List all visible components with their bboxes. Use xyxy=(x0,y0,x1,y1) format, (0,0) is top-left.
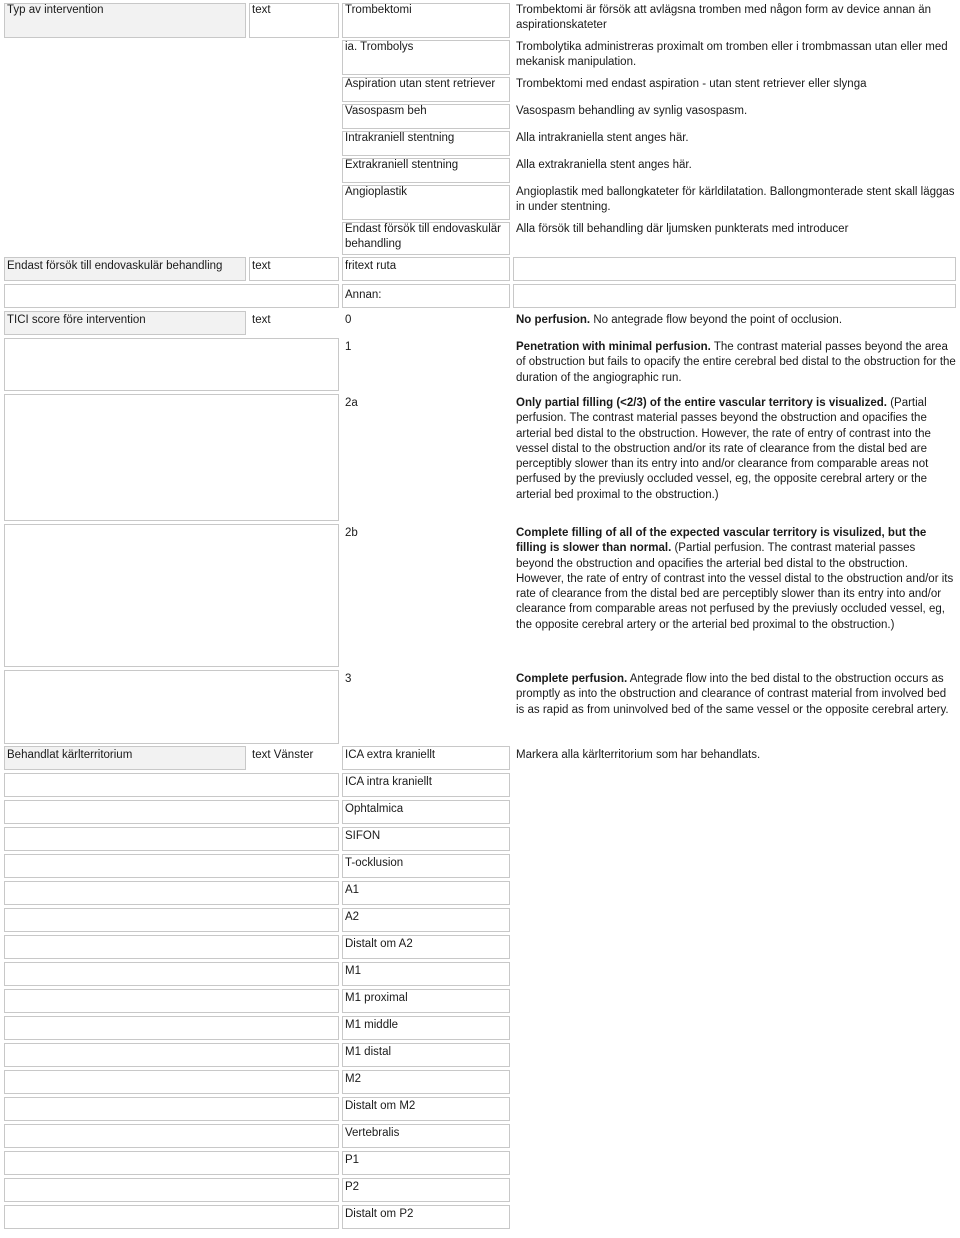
territory-left-cell xyxy=(4,1097,339,1121)
territory-item[interactable]: Distalt om M2 xyxy=(345,1100,416,1112)
territory-item[interactable]: Distalt om A2 xyxy=(345,938,413,950)
intervention-option[interactable]: Angioplastik xyxy=(345,186,408,198)
territory-item-cell xyxy=(342,1178,510,1202)
desc-bold-text: Complete filling of all of the expected vascular territory is visulized, but the filling is slower than normal. xyxy=(516,527,927,555)
territory-item[interactable]: M2 xyxy=(345,1073,361,1085)
territory-label: Behandlat kärlterritorium xyxy=(7,749,133,761)
territory-left-cell xyxy=(4,989,339,1013)
tici-left-cell xyxy=(4,670,339,744)
territory-item[interactable]: P2 xyxy=(345,1181,360,1193)
desc-text: No antegrade flow beyond the point of occlusion. xyxy=(590,314,843,326)
intervention-type: text xyxy=(252,4,271,16)
tici-label: TICI score före intervention xyxy=(7,314,146,326)
territory-item[interactable]: SIFON xyxy=(345,830,381,842)
desc-bold-text: Complete perfusion. xyxy=(516,673,628,685)
endast-label: Endast försök till endovaskulär behandling xyxy=(7,260,223,272)
tici-left-cell xyxy=(4,524,339,667)
territory-left-cell xyxy=(4,1043,339,1067)
territory-item[interactable]: A2 xyxy=(345,911,360,923)
intervention-option-desc xyxy=(516,131,956,146)
territory-item[interactable]: ICA intra kraniellt xyxy=(345,776,432,788)
territory-item-cell xyxy=(342,881,510,905)
tici-type: text xyxy=(252,314,271,326)
intervention-option-desc xyxy=(516,222,956,237)
desc-text: Antegrade flow into the bed distal to the obstruction occurs as promptly as into the obstruction and clearance of contrast material from involved bed is as rapid as from uninvolved bed of the same vessel or the opposite cerebral artery. xyxy=(516,673,949,716)
territory-item[interactable]: Vertebralis xyxy=(345,1127,400,1139)
intervention-option[interactable]: Trombektomi xyxy=(345,4,412,16)
territory-item[interactable]: A1 xyxy=(345,884,360,896)
desc-text: Alla försök till behandling där ljumsken punkterats med introducer xyxy=(516,223,849,235)
tici-score-desc xyxy=(516,313,956,328)
desc-bold-text: No perfusion. xyxy=(516,314,591,326)
tici-score[interactable]: 0 xyxy=(345,314,352,326)
desc-text: Alla extrakraniella stent anges här. xyxy=(516,159,692,171)
territory-item[interactable]: M1 middle xyxy=(345,1019,399,1031)
territory-item-cell xyxy=(342,1151,510,1175)
tici-left-cell xyxy=(4,338,339,391)
intervention-option[interactable]: Extrakraniell stentning xyxy=(345,159,459,171)
territory-desc xyxy=(516,748,956,763)
endast-value[interactable]: fritext ruta xyxy=(345,260,397,272)
territory-type: text Vänster xyxy=(252,749,314,761)
intervention-option[interactable]: ia. Trombolys xyxy=(345,41,414,53)
tici-score[interactable]: 2a xyxy=(345,397,358,409)
territory-left-cell xyxy=(4,1205,339,1229)
intervention-option-desc xyxy=(516,185,956,216)
territory-item[interactable]: M1 distal xyxy=(345,1046,392,1058)
tici-score-desc xyxy=(516,672,956,718)
annan-left-cell xyxy=(4,284,339,308)
annan-label[interactable]: Annan: xyxy=(345,289,382,301)
desc-text: The contrast material passes beyond the area of obstruction but fails to opacify the entire cerebral bed distal to the obstruction for the duration of the angiographic run. xyxy=(516,341,956,384)
desc-text: Angioplastik med ballongkateter för kärldilatation. Ballongmonterade stent skall läggas in under stentning. xyxy=(516,186,955,214)
territory-left-cell xyxy=(4,800,339,824)
annan-desc-cell xyxy=(513,284,956,308)
intervention-option-desc xyxy=(516,3,956,34)
territory-left-cell xyxy=(4,1016,339,1040)
tici-score-desc xyxy=(516,526,956,633)
territory-left-cell xyxy=(4,962,339,986)
territory-item[interactable]: M1 xyxy=(345,965,361,977)
intervention-option[interactable]: Vasospasm beh xyxy=(345,105,427,117)
territory-left-cell xyxy=(4,908,339,932)
intervention-option[interactable]: Aspiration utan stent retriever xyxy=(345,78,496,90)
tici-score[interactable]: 2b xyxy=(345,527,358,539)
desc-text: (Partial perfusion. The contrast material passes beyond the obstruction and opacifies the arterial bed distal to the obstruction. However, the rate of entry of contrast into the vessel distal to the obstruction and/or its rate of clearance from the distal bed are perceptibly slower than its entry into and/or clearance from comparable areas not perfused by the previusly occluded vessel, eg, the opposite cerebral artery or the arterial bed proximal to the obstruction.) xyxy=(516,542,954,631)
intervention-option-desc xyxy=(516,40,956,71)
tici-score-desc xyxy=(516,396,956,503)
desc-bold-text: Only partial filling (<2/3) of the entire vascular territory is visualized. xyxy=(516,397,887,409)
territory-left-cell xyxy=(4,881,339,905)
intervention-label: Typ av intervention xyxy=(7,4,104,16)
intervention-option-desc xyxy=(516,104,956,119)
territory-left-cell xyxy=(4,854,339,878)
intervention-option-desc xyxy=(516,77,956,92)
territory-left-cell xyxy=(4,1151,339,1175)
territory-left-cell xyxy=(4,1178,339,1202)
territory-left-cell xyxy=(4,773,339,797)
intervention-option[interactable]: Intrakraniell stentning xyxy=(345,132,455,144)
desc-text: Alla intrakraniella stent anges här. xyxy=(516,132,689,144)
territory-item-cell xyxy=(342,962,510,986)
desc-text: Vasospasm behandling av synlig vasospasm. xyxy=(516,105,748,117)
desc-text: Markera alla kärlterritorium som har behandlats. xyxy=(516,749,761,761)
territory-item[interactable]: Ophtalmica xyxy=(345,803,404,815)
desc-text: Trombektomi är försök att avlägsna tromben med någon form av device annan än aspirationskateter xyxy=(516,4,932,32)
tici-score[interactable]: 1 xyxy=(345,341,352,353)
endast-type: text xyxy=(252,260,271,272)
tici-score-desc xyxy=(516,340,956,386)
territory-item-cell xyxy=(342,1070,510,1094)
desc-text: Trombektomi med endast aspiration - utan stent retriever eller slynga xyxy=(516,78,867,90)
territory-left-cell xyxy=(4,827,339,851)
tici-score[interactable]: 3 xyxy=(345,673,352,685)
intervention-option-desc xyxy=(516,158,956,173)
territory-item[interactable]: ICA extra kraniellt xyxy=(345,749,436,761)
desc-text: (Partial perfusion. The contrast material passes beyond the obstruction and opacifies the arterial bed distal to the obstruction. However, the rate of entry of contrast into the vessel distal to the obstruction and/or its rate of clearance from the distal bed are perceptibly slower than its entry into and/or clearance from comparable areas not perfused by the previusly occluded vessel, eg, the opposite cerebral artery or the arterial bed proximal to the obstruction.) xyxy=(516,397,931,501)
territory-item-cell xyxy=(342,908,510,932)
desc-bold-text: Penetration with minimal perfusion. xyxy=(516,341,711,353)
territory-item[interactable]: T-ocklusion xyxy=(345,857,404,869)
territory-item[interactable]: Distalt om P2 xyxy=(345,1208,414,1220)
territory-item[interactable]: M1 proximal xyxy=(345,992,408,1004)
endast-desc-cell xyxy=(513,257,956,281)
territory-left-cell xyxy=(4,1124,339,1148)
desc-text: Trombolytika administreras proximalt om tromben eller i trombmassan utan eller med mekanisk manipulation. xyxy=(516,41,948,69)
territory-left-cell xyxy=(4,935,339,959)
territory-item[interactable]: P1 xyxy=(345,1154,360,1166)
intervention-option[interactable]: Endast försök till endovaskulär behandling xyxy=(345,223,501,251)
territory-left-cell xyxy=(4,1070,339,1094)
tici-left-cell xyxy=(4,394,339,521)
